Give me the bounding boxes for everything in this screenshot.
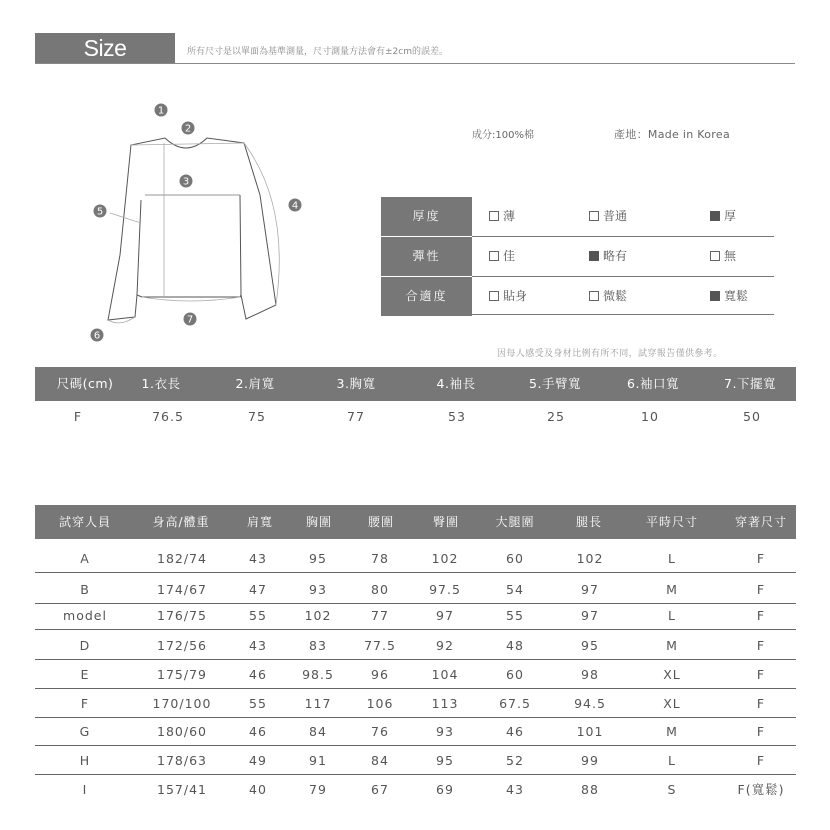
table-cell: 157/41 (157, 782, 207, 797)
table-cell: model (63, 608, 107, 623)
size-cell: 25 (547, 409, 565, 424)
table-cell: 97 (581, 608, 599, 623)
table-cell: F (756, 638, 766, 653)
garment-diagram (80, 95, 325, 355)
table-row (35, 576, 796, 604)
table-cell: 117 (304, 696, 332, 711)
row-divider (35, 688, 796, 689)
table-cell: 102 (431, 551, 459, 566)
table-cell: 79 (309, 782, 327, 797)
table-row (35, 776, 796, 804)
label-2 (182, 122, 195, 135)
table-cell: 46 (249, 724, 267, 739)
table-row (35, 718, 796, 746)
option-thin: 薄 (489, 209, 515, 223)
checkbox-icon (710, 251, 720, 261)
table-cell: 106 (366, 696, 394, 711)
table-cell: M (666, 638, 678, 653)
svg-text:6: 6 (93, 330, 101, 342)
table-cell: L (668, 551, 676, 566)
table-cell: 43 (249, 551, 267, 566)
table-cell: 54 (506, 582, 524, 597)
diagram-labels (91, 104, 302, 342)
table-cell: XL (663, 667, 681, 682)
svg-text:5: 5 (96, 206, 104, 218)
table-cell: F (756, 667, 766, 682)
checkbox-checked-icon (710, 291, 720, 301)
fabric-properties-table (381, 197, 774, 315)
svg-text:3: 3 (182, 176, 190, 188)
table-cell: 67.5 (499, 696, 531, 711)
fit-col-header: 穿著尺寸 (734, 515, 788, 529)
row-divider (35, 745, 796, 746)
table-cell: 46 (506, 724, 524, 739)
size-cell: 10 (641, 409, 659, 424)
table-cell: 60 (506, 551, 524, 566)
table-cell: 93 (436, 724, 454, 739)
measurement-note: 所有尺寸是以單面為基準測量，尺寸測量方法會有±2cm的誤差。 (187, 47, 448, 57)
checkbox-icon (489, 291, 499, 301)
fit-col-header: 試穿人員 (58, 515, 112, 529)
option-good: 佳 (489, 249, 515, 263)
option-thick: 厚 (710, 209, 736, 223)
checkbox-icon (489, 251, 499, 261)
table-cell: S (667, 782, 677, 797)
size-col-header: 6.袖口寬 (627, 376, 679, 391)
prop-row-thickness (381, 197, 774, 236)
guide-arm (110, 213, 141, 223)
svg-text:1: 1 (157, 105, 165, 117)
table-cell: F (756, 582, 766, 597)
table-cell: I (82, 782, 88, 797)
table-cell: 94.5 (574, 696, 606, 711)
guide-sleeve (244, 143, 279, 305)
label-6 (91, 329, 104, 342)
table-cell: 176/75 (157, 608, 207, 623)
garment-seam (137, 195, 241, 295)
page-title: Size Information (35, 33, 175, 64)
table-cell: 76 (371, 724, 389, 739)
option-none: 無 (710, 249, 736, 263)
table-cell: 104 (431, 667, 459, 682)
table-cell: 46 (249, 667, 267, 682)
header-divider (35, 63, 795, 64)
table-cell: 77 (371, 608, 389, 623)
table-cell: 47 (249, 582, 267, 597)
label-3 (180, 175, 193, 188)
table-cell: F(寬鬆) (737, 782, 785, 797)
table-cell: B (80, 582, 90, 597)
prop-row-fit (381, 277, 774, 316)
size-col-header: 3.胸寬 (336, 376, 376, 391)
label-7 (184, 313, 197, 326)
fit-col-header: 腰圍 (367, 515, 395, 529)
fit-col-header: 臀圍 (432, 515, 460, 529)
table-cell: 49 (249, 753, 267, 768)
table-cell: 80 (371, 582, 389, 597)
row-divider (35, 572, 796, 573)
table-cell: 55 (506, 608, 524, 623)
table-cell: 178/63 (157, 753, 207, 768)
size-cell: 76.5 (152, 409, 184, 424)
table-cell: 78 (371, 551, 389, 566)
table-cell: 67 (371, 782, 389, 797)
table-cell: 102 (304, 608, 332, 623)
prop-label: 厚度 (381, 197, 472, 236)
table-cell: F (756, 724, 766, 739)
size-cell: 77 (347, 409, 365, 424)
table-cell: M (666, 582, 678, 597)
size-col-header: 尺碼(cm) (56, 376, 114, 391)
size-col-header: 7.下擺寬 (724, 376, 776, 391)
size-table-header (35, 367, 796, 401)
table-cell: M (666, 724, 678, 739)
table-cell: 60 (506, 667, 524, 682)
table-cell: 83 (309, 638, 327, 653)
table-row (35, 632, 796, 660)
table-cell: F (756, 608, 766, 623)
table-cell: F (756, 753, 766, 768)
fit-col-header: 平時尺寸 (645, 515, 699, 529)
table-cell: 102 (576, 551, 604, 566)
table-row (35, 661, 796, 689)
table-cell: 99 (581, 753, 599, 768)
label-1 (155, 104, 168, 117)
table-cell: D (79, 638, 91, 653)
table-cell: F (80, 696, 90, 711)
table-row (35, 747, 796, 775)
fit-col-header: 肩寬 (246, 515, 274, 529)
table-cell: 92 (436, 638, 454, 653)
fit-col-header: 大腿圍 (495, 515, 535, 529)
table-cell: 43 (249, 638, 267, 653)
table-cell: G (79, 724, 91, 739)
table-row (35, 690, 796, 718)
table-cell: 52 (506, 753, 524, 768)
checkbox-icon (589, 211, 599, 221)
fit-col-header: 胸圍 (305, 515, 333, 529)
option-tight: 貼身 (489, 289, 527, 303)
table-cell: 84 (371, 753, 389, 768)
fit-col-header: 腿長 (575, 515, 603, 529)
table-cell: 95 (309, 551, 327, 566)
option-slightly-loose: 微鬆 (589, 289, 627, 303)
fit-col-header: 身高/體重 (152, 515, 210, 529)
table-row (35, 545, 796, 573)
table-cell: 77.5 (364, 638, 396, 653)
table-cell: 98 (581, 667, 599, 682)
size-col-header: 5.手臂寬 (529, 376, 581, 391)
size-col-header: 2.肩寬 (235, 376, 275, 391)
table-cell: 180/60 (157, 724, 207, 739)
option-slight: 略有 (589, 249, 627, 263)
table-cell: 88 (581, 782, 599, 797)
row-divider (35, 629, 796, 630)
table-cell: H (79, 753, 91, 768)
size-cell: F (73, 409, 83, 424)
row-divider (35, 659, 796, 660)
table-cell: 182/74 (157, 551, 207, 566)
size-col-header: 4.袖長 (436, 376, 476, 391)
guide-hem (142, 297, 240, 301)
svg-text:4: 4 (291, 200, 299, 212)
table-cell: 55 (249, 696, 267, 711)
table-cell: 101 (576, 724, 604, 739)
checkbox-icon (489, 211, 499, 221)
table-cell: 91 (309, 753, 327, 768)
table-cell: 170/100 (152, 696, 212, 711)
table-cell: 174/67 (157, 582, 207, 597)
table-cell: 69 (436, 782, 454, 797)
table-cell: 48 (506, 638, 524, 653)
table-cell: L (668, 608, 676, 623)
table-cell: 98.5 (302, 667, 334, 682)
checkbox-checked-icon (710, 211, 720, 221)
size-cell: 75 (248, 409, 266, 424)
composition-text: 成分:100%棉 (472, 130, 534, 141)
table-cell: XL (663, 696, 681, 711)
table-cell: 96 (371, 667, 389, 682)
table-cell: E (80, 667, 90, 682)
size-col-header: 1.衣長 (141, 376, 181, 391)
fit-table-header (35, 505, 796, 539)
prop-label: 彈性 (381, 237, 472, 276)
table-cell: 93 (309, 582, 327, 597)
row-divider (472, 314, 774, 315)
label-5 (94, 205, 107, 218)
origin-text: 產地：Made in Korea (614, 128, 730, 141)
table-cell: F (756, 551, 766, 566)
checkbox-icon (589, 291, 599, 301)
checkbox-checked-icon (589, 251, 599, 261)
garment-outline (108, 138, 276, 320)
table-cell: F (756, 696, 766, 711)
table-cell: 172/56 (157, 638, 207, 653)
prop-label: 合適度 (381, 277, 472, 316)
row-divider (35, 774, 796, 775)
table-cell: 84 (309, 724, 327, 739)
table-cell: A (80, 551, 90, 566)
table-cell: 40 (249, 782, 267, 797)
table-cell: 97 (581, 582, 599, 597)
table-cell: 175/79 (157, 667, 207, 682)
table-cell: 97.5 (429, 582, 461, 597)
option-normal: 普通 (589, 209, 627, 223)
table-cell: 95 (581, 638, 599, 653)
table-cell: L (668, 753, 676, 768)
table-cell: 43 (506, 782, 524, 797)
table-cell: 113 (431, 696, 459, 711)
size-cell: 53 (448, 409, 466, 424)
properties-note: 因每人感受及身材比例有所不同，試穿報告僅供參考。 (497, 349, 723, 359)
table-row (35, 602, 796, 630)
size-cell: 50 (743, 409, 761, 424)
guide-shoulder (131, 143, 244, 145)
svg-text:2: 2 (184, 123, 192, 135)
option-loose: 寬鬆 (710, 289, 748, 303)
prop-row-elasticity (381, 237, 774, 276)
label-4 (289, 199, 302, 212)
table-cell: 95 (436, 753, 454, 768)
table-cell: 55 (249, 608, 267, 623)
table-cell: 97 (436, 608, 454, 623)
svg-text:7: 7 (186, 314, 194, 326)
